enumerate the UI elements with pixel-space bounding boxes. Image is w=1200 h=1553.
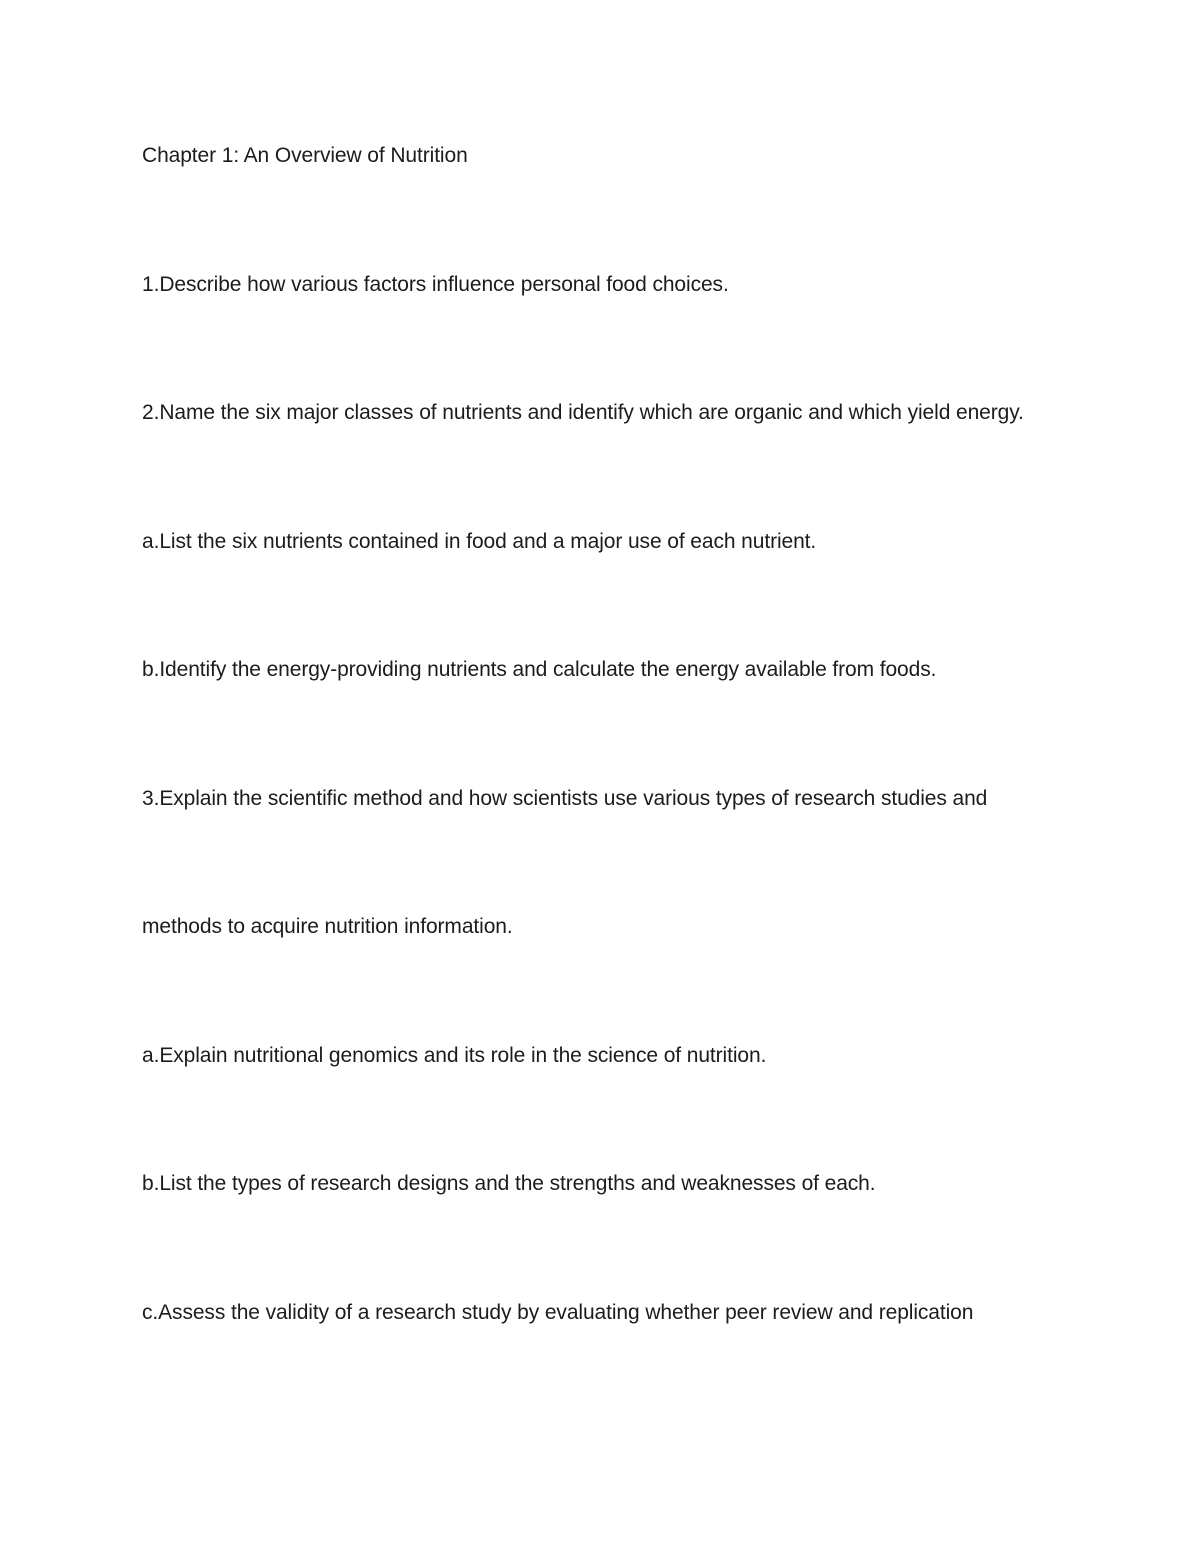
objective-3-continued: methods to acquire nutrition information. — [142, 915, 513, 938]
objective-3: 3.Explain the scientific method and how scientists use various types of research studies and — [142, 787, 988, 810]
objective-2a: a.List the six nutrients contained in food and a major use of each nutrient. — [142, 530, 817, 553]
objective-2b: b.Identify the energy-providing nutrients and calculate the energy available from foods. — [142, 658, 937, 681]
objective-2: 2.Name the six major classes of nutrients and identify which are organic and which yield energy. — [142, 401, 1024, 424]
objective-3c: c.Assess the validity of a research study by evaluating whether peer review and replication — [142, 1301, 974, 1324]
objective-1: 1.Describe how various factors influence personal food choices. — [142, 273, 729, 296]
objective-3a: a.Explain nutritional genomics and its role in the science of nutrition. — [142, 1044, 767, 1067]
objective-3b: b.List the types of research designs and the strengths and weaknesses of each. — [142, 1172, 876, 1195]
chapter-title: Chapter 1: An Overview of Nutrition — [142, 144, 468, 167]
